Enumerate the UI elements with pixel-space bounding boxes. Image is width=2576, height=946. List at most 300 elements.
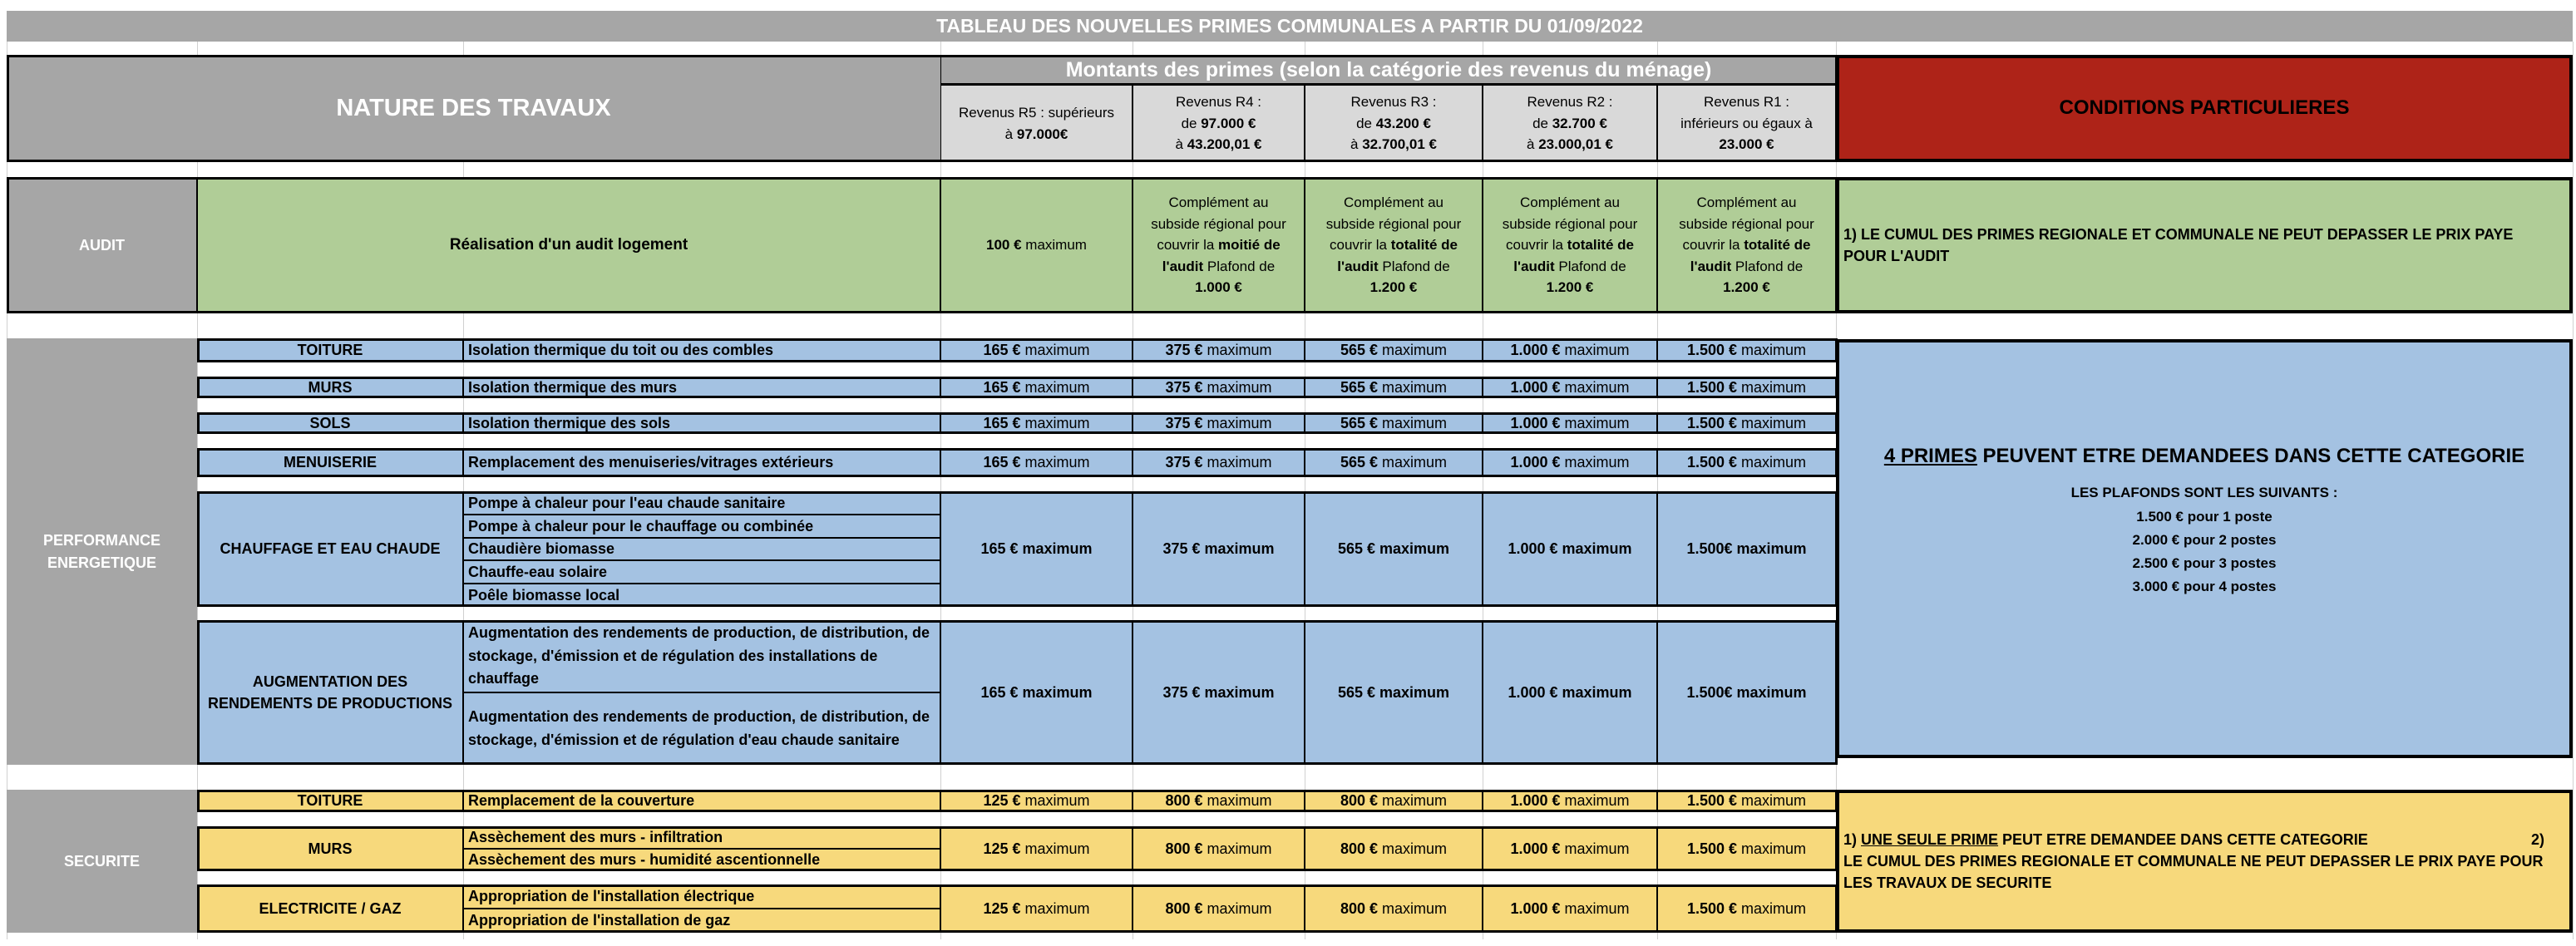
amount-cell[interactable] [940,491,1133,607]
amount-suffix: maximum [1202,454,1272,471]
amount-cell[interactable] [1305,826,1483,871]
item-name[interactable] [197,338,463,362]
cell-text-segment: couvrir la [1330,237,1391,254]
amount-value: 165 € [983,342,1021,359]
amount-cell[interactable] [940,338,1133,362]
work-label: Réalisation d'un audit logement [449,236,688,254]
condition-point-2: LE CUMUL DES PRIMES REGIONALE ET COMMUNALE NE PEUT DEPASSER LE PRIX PAYE POUR LES TRAVAUX DE SECURITE [1843,852,2544,892]
condition-point-1 [1843,829,2544,850]
amount-line [983,451,1089,473]
audit-amount-cell[interactable] [940,177,1133,313]
cell-text-segment: 97.000 € [1201,115,1256,131]
cell-text-segment: 23.000 € [1719,136,1774,153]
cell-text-segment: Plafond de [1378,258,1450,274]
cell-line [1520,192,1620,214]
amount-suffix: maximum [1018,540,1093,558]
work-description[interactable] [463,377,940,398]
amount-line [1510,377,1629,398]
amount-value: 1.500 € [1686,414,1738,431]
amount-cell[interactable] [1483,884,1657,933]
amount-line [1340,838,1447,860]
amount-line [1165,377,1271,398]
amount-suffix: maximum [1737,378,1807,396]
audit-amount-cell[interactable] [1483,177,1657,313]
amount-cell[interactable] [1657,412,1836,434]
cell-text-segment: Complément au [1696,195,1797,211]
amount-line [1510,790,1629,811]
amount-suffix: maximum [1378,414,1448,431]
amount-suffix: maximum [1560,414,1630,431]
cell-line [1350,134,1437,155]
cell-line [1680,113,1813,135]
amount-value: 1.000 € [1508,683,1558,701]
p2-marker: 2) [2530,830,2544,848]
cell-text-segment: 43.200 € [1375,115,1431,131]
item-name[interactable] [197,826,463,871]
amount-line [1687,898,1806,919]
cell-line [1690,256,1803,278]
cell-text-segment: l'audit [1690,258,1732,274]
revenue-category-header[interactable] [1133,85,1305,162]
work-description[interactable] [463,620,940,692]
p1-underlined: UNE SEULE PRIME [1861,830,1999,848]
amount-suffix: maximum [1378,840,1448,857]
amount-cell[interactable] [1305,338,1483,362]
cell-line [1182,113,1256,135]
amount-value: 1.000 € [1510,454,1561,471]
amount-cell[interactable] [1483,491,1657,607]
work-description-text: Augmentation des rendements de production, de distribution, de stockage, d'émission et de régulation des installations de chauffage [468,623,930,687]
revenue-category-header[interactable] [1483,85,1657,162]
amount-cell[interactable] [1305,491,1483,607]
amount-suffix: maximum [1378,454,1448,471]
amount-cell[interactable] [1133,884,1305,933]
work-description-text: Remplacement de la couverture [468,792,695,810]
work-description[interactable] [463,491,940,515]
amount-suffix: maximum [1737,840,1807,857]
cell-text-segment: inférieurs ou égaux à [1680,115,1813,131]
amount-suffix: maximum [1375,683,1450,701]
revenue-category-header[interactable] [940,85,1133,162]
amount-value: 1.500 € [1686,792,1738,810]
plafond-item: 2.500 € pour 3 postes [2132,554,2277,571]
headline-underlined: 4 PRIMES [1883,445,1977,467]
amount-line [1165,339,1271,361]
amount-line [1510,451,1629,473]
headline-rest: PEUVENT ETRE DEMANDEES DANS CETTE CATEGORIE [1976,445,2525,467]
item-name[interactable] [197,377,463,398]
cell-line [1532,113,1607,135]
item-name[interactable] [197,620,463,765]
item-name-label: MURS [308,378,353,396]
cell-line [1195,277,1242,298]
condition-point-1-text [1843,829,2531,850]
work-description[interactable] [463,560,940,584]
cell-text-segment: totalité de [1744,237,1811,254]
cell-text-segment: 100 € [986,237,1022,254]
gridline [2573,42,2574,939]
amount-cell[interactable] [1305,620,1483,765]
amount-suffix: maximum [1560,840,1630,857]
amount-value: 165 € [983,378,1021,396]
work-description[interactable] [463,692,940,765]
montants-divider [940,83,1836,86]
amount-line [980,538,1092,559]
amount-cell[interactable] [1133,790,1305,812]
category-performance[interactable] [7,338,197,765]
amount-value: 565 € [1340,342,1379,359]
amount-value: 1.500 € [1686,840,1738,857]
amount-value: 1.000 € [1510,899,1561,917]
revenue-category-header[interactable] [1305,85,1483,162]
amount-cell[interactable] [1305,412,1483,434]
work-description-text: Chauffe-eau solaire [468,564,608,581]
work-description[interactable] [463,515,940,538]
amount-value: 1.000 € [1510,342,1561,359]
cell-line [1719,134,1774,155]
cell-line [1162,256,1275,278]
cell-line [1351,91,1437,113]
amount-suffix: maximum [1732,683,1807,701]
cell-line [1704,91,1789,113]
amount-suffix: maximum [1020,378,1090,396]
item-name[interactable] [197,412,463,434]
amount-suffix: maximum [1737,899,1807,917]
work-description[interactable] [463,909,940,933]
work-description-text: Pompe à chaleur pour le chauffage ou combinée [468,517,814,535]
plafond-item: 3.000 € pour 4 postes [2132,578,2277,594]
amount-suffix: maximum [1560,792,1630,810]
cell-text-segment: 32.700,01 € [1362,136,1437,153]
amount-suffix: maximum [1020,792,1090,810]
work-description[interactable] [463,412,940,434]
item-name[interactable] [197,790,463,812]
amount-suffix: maximum [1378,792,1448,810]
cell-text-segment: de [1181,115,1202,131]
amount-cell[interactable] [1133,448,1305,477]
amount-line [983,412,1089,434]
cell-line [1503,214,1638,235]
category-label: PERFORMANCE ENERGETIQUE [42,532,160,571]
amount-cell[interactable] [1483,620,1657,765]
amount-value: 165 € [980,540,1019,558]
item-name-label: MENUISERIE [283,454,378,471]
cell-text-segment: à [1350,136,1363,153]
nature-des-travaux-header[interactable] [7,55,940,162]
cell-line [1330,234,1458,256]
amount-line [1162,538,1274,559]
cell-line [1370,277,1418,298]
amount-cell[interactable] [1133,338,1305,362]
amount-value: 565 € [1340,454,1379,471]
work-description-text: Chaudière biomasse [468,540,615,558]
work-description[interactable] [463,826,940,849]
cell-text-segment: à [1175,136,1187,153]
amount-line [1686,538,1806,559]
securite-condition[interactable] [1836,790,2573,933]
amount-cell[interactable] [1133,377,1305,398]
amount-cell[interactable] [1305,448,1483,477]
amount-value: 565 € [1340,414,1379,431]
work-description[interactable] [463,849,940,871]
work-description[interactable] [463,884,940,909]
amount-cell[interactable] [940,620,1133,765]
item-name-label: SOLS [309,414,351,431]
cell-text-segment: Revenus R4 : [1176,94,1261,111]
work-description-text: Appropriation de l'installation de gaz [468,912,731,929]
amount-cell[interactable] [940,826,1133,871]
condition-text: 1) LE CUMUL DES PRIMES REGIONALE ET COMMUNALE NE PEUT DEPASSER LE PRIX PAYE POUR L'AUDIT [1843,225,2514,264]
amount-suffix: maximum [1737,792,1807,810]
amount-suffix: maximum [1378,899,1448,917]
cell-text-segment: 1.200 € [1546,279,1594,296]
conditions-label: CONDITIONS PARTICULIERES [2059,96,2350,120]
page-title: TABLEAU DES NOUVELLES PRIMES COMMUNALES A PARTIR DU 01/09/2022 [7,11,2573,42]
amount-value: 375 € [1162,683,1201,701]
amount-cell[interactable] [940,790,1133,812]
item-name-label: ELECTRICITE / GAZ [259,899,402,917]
cell-text-segment: maximum [1021,237,1087,254]
amount-value: 800 € [1340,899,1379,917]
amount-line [1165,412,1271,434]
amount-line [1162,682,1274,703]
cell-text-segment: Revenus R5 : supérieurs [958,105,1115,121]
amount-suffix: maximum [1737,414,1807,431]
work-description-text: Assèchement des murs - humidité ascentionnelle [468,851,821,869]
amount-line [980,682,1092,703]
work-description-text: Isolation thermique des murs [468,378,678,396]
amount-value: 375 € [1165,414,1203,431]
amount-value: 125 € [983,840,1021,857]
audit-amount-cell[interactable] [1133,177,1305,313]
cell-text-segment: l'audit [1337,258,1379,274]
cell-line [1527,91,1613,113]
amount-cell[interactable] [940,377,1133,398]
amount-value: 375 € [1165,378,1203,396]
amount-line [1687,451,1806,473]
cell-text-segment: totalité de [1390,237,1458,254]
amount-cell[interactable] [1657,884,1836,933]
cell-line [1168,192,1268,214]
amount-cell[interactable] [1483,826,1657,871]
amount-value: 1.500€ [1686,540,1733,558]
amount-cell[interactable] [1657,491,1836,607]
amount-value: 1.500 € [1686,342,1738,359]
work-description[interactable] [463,538,940,561]
amount-line [1340,377,1447,398]
cell-line [1506,234,1634,256]
amount-line [1340,790,1447,811]
conditions-header[interactable] [1836,55,2573,162]
cell-text-segment: Complément au [1343,195,1443,211]
amount-line [1340,898,1447,919]
amount-line [1510,412,1629,434]
amount-suffix: maximum [1737,342,1807,359]
amount-cell[interactable] [1133,412,1305,434]
work-description[interactable] [463,448,940,477]
amount-line [1338,682,1449,703]
amount-value: 1.000 € [1510,792,1561,810]
amount-cell[interactable] [940,884,1133,933]
amount-cell[interactable] [1657,790,1836,812]
amount-line [1165,451,1271,473]
amount-value: 565 € [1337,540,1375,558]
cell-line [986,234,1087,256]
amount-cell[interactable] [1657,338,1836,362]
cell-text-segment: Plafond de [1203,258,1276,274]
amount-cell[interactable] [1305,377,1483,398]
amount-value: 125 € [983,792,1021,810]
cell-line [1723,277,1770,298]
amount-suffix: maximum [1020,414,1090,431]
cell-text-segment: couvrir la [1157,237,1219,254]
audit-condition[interactable] [1836,177,2573,313]
revenue-category-header[interactable] [1657,85,1836,162]
amount-cell[interactable] [1133,826,1305,871]
work-description-text: Isolation thermique du toit ou des combles [468,342,774,359]
amount-suffix: maximum [1020,899,1090,917]
amount-cell[interactable] [1483,377,1657,398]
amount-line [1165,838,1271,860]
cell-text-segment: de [1356,115,1376,131]
amount-suffix: maximum [1200,683,1275,701]
amount-suffix: maximum [1202,792,1272,810]
cell-text-segment: moitié de [1218,237,1281,254]
amount-line [983,339,1089,361]
montants-header[interactable] [940,55,1836,85]
cell-line [1337,256,1449,278]
item-name[interactable] [197,491,463,607]
amount-suffix: maximum [1202,414,1272,431]
amount-suffix: maximum [1020,454,1090,471]
amount-value: 375 € [1162,540,1201,558]
cell-text-segment: 1.000 € [1195,279,1242,296]
item-name[interactable] [197,884,463,933]
amount-cell[interactable] [940,412,1133,434]
amount-cell[interactable] [1657,620,1836,765]
amount-suffix: maximum [1560,342,1630,359]
nature-label: NATURE DES TRAVAUX [336,95,611,122]
category-audit[interactable] [7,177,197,313]
cell-text-segment: à [1004,126,1017,142]
amount-suffix: maximum [1378,378,1448,396]
amount-suffix: maximum [1557,683,1632,701]
amount-line [1687,339,1806,361]
cell-text-segment: Revenus R1 : [1704,94,1789,111]
cell-text-segment: Revenus R3 : [1350,94,1437,111]
work-description[interactable] [463,790,940,812]
amount-line [1340,451,1447,473]
cell-line [1005,124,1068,145]
cell-text-segment: 32.700 € [1552,115,1607,131]
audit-work-label[interactable] [197,177,940,313]
cell-text-segment: l'audit [1513,258,1555,274]
cell-line [1176,91,1261,113]
cell-text-segment: 23.000,01 € [1538,136,1613,153]
amount-cell[interactable] [1133,620,1305,765]
cell-text-segment: subside régional pour [1151,215,1286,232]
amount-line [1510,339,1629,361]
amount-value: 165 € [980,683,1019,701]
amount-value: 800 € [1165,899,1203,917]
amount-cell[interactable] [1657,377,1836,398]
amount-suffix: maximum [1560,454,1630,471]
amount-value: 1.000 € [1510,414,1561,431]
work-description[interactable] [463,584,940,607]
amount-cell[interactable] [1483,412,1657,434]
item-name-label: TOITURE [297,342,363,359]
cell-text-segment: Complément au [1519,195,1620,211]
cell-text-segment: Plafond de [1731,258,1804,274]
amount-cell[interactable] [1305,790,1483,812]
amount-line [1508,538,1631,559]
cell-line [1513,256,1626,278]
cell-text-segment: subside régional pour [1502,215,1638,232]
amount-line [1687,412,1806,434]
amount-cell[interactable] [1305,884,1483,933]
cell-line [1326,214,1462,235]
item-name-label: AUGMENTATION DES RENDEMENTS DE PRODUCTIONS [207,673,453,712]
plafond-item: 1.500 € pour 1 poste [2136,508,2273,525]
amount-cell[interactable] [1133,491,1305,607]
performance-condition[interactable] [1836,339,2573,758]
cell-text-segment: Plafond de [1554,258,1626,274]
audit-amount-cell[interactable] [1657,177,1836,313]
category-securite[interactable] [7,790,197,933]
p1-rest: PEUT ETRE DEMANDEE DANS CETTE CATEGORIE [1998,830,2368,848]
amount-value: 1.000 € [1510,840,1561,857]
amount-suffix: maximum [1020,342,1090,359]
cell-text-segment: couvrir la [1682,237,1744,254]
work-description-text: Augmentation des rendements de production, de distribution, de stockage, d'émission et de régulation d'eau chaude sanitaire [468,707,930,748]
amount-value: 1.500 € [1686,378,1738,396]
amount-value: 565 € [1340,378,1379,396]
item-name[interactable] [197,448,463,477]
amount-suffix: maximum [1560,899,1630,917]
amount-value: 375 € [1165,454,1203,471]
work-description[interactable] [463,338,940,362]
amount-line [1508,682,1631,703]
amount-suffix: maximum [1375,540,1450,558]
amount-value: 165 € [983,454,1021,471]
work-description-text: Isolation thermique des sols [468,414,671,431]
work-description-text: Appropriation de l'installation électrique [468,888,755,905]
cell-line [1527,134,1613,155]
amount-value: 375 € [1165,342,1203,359]
amount-cell[interactable] [1483,338,1657,362]
item-name-label: MURS [308,840,353,857]
category-label: SECURITE [63,852,140,870]
amount-line [1686,682,1806,703]
amount-line [1687,377,1806,398]
amount-suffix: maximum [1557,540,1632,558]
plafond-item: 2.000 € pour 2 postes [2132,531,2277,548]
amount-value: 800 € [1165,792,1203,810]
amount-cell[interactable] [1657,826,1836,871]
work-description-text: Remplacement des menuiseries/vitrages extérieurs [468,454,834,471]
amount-cell[interactable] [1483,790,1657,812]
amount-value: 165 € [983,414,1021,431]
p1-prefix: 1) [1843,830,1862,848]
amount-cell[interactable] [1657,448,1836,477]
amount-value: 800 € [1165,840,1203,857]
amount-cell[interactable] [940,448,1133,477]
amount-value: 1.000 € [1508,540,1558,558]
amount-cell[interactable] [1483,448,1657,477]
audit-amount-cell[interactable] [1305,177,1483,313]
amount-suffix: maximum [1378,342,1448,359]
plafonds-title: LES PLAFONDS SONT LES SUIVANTS : [2070,484,2338,500]
